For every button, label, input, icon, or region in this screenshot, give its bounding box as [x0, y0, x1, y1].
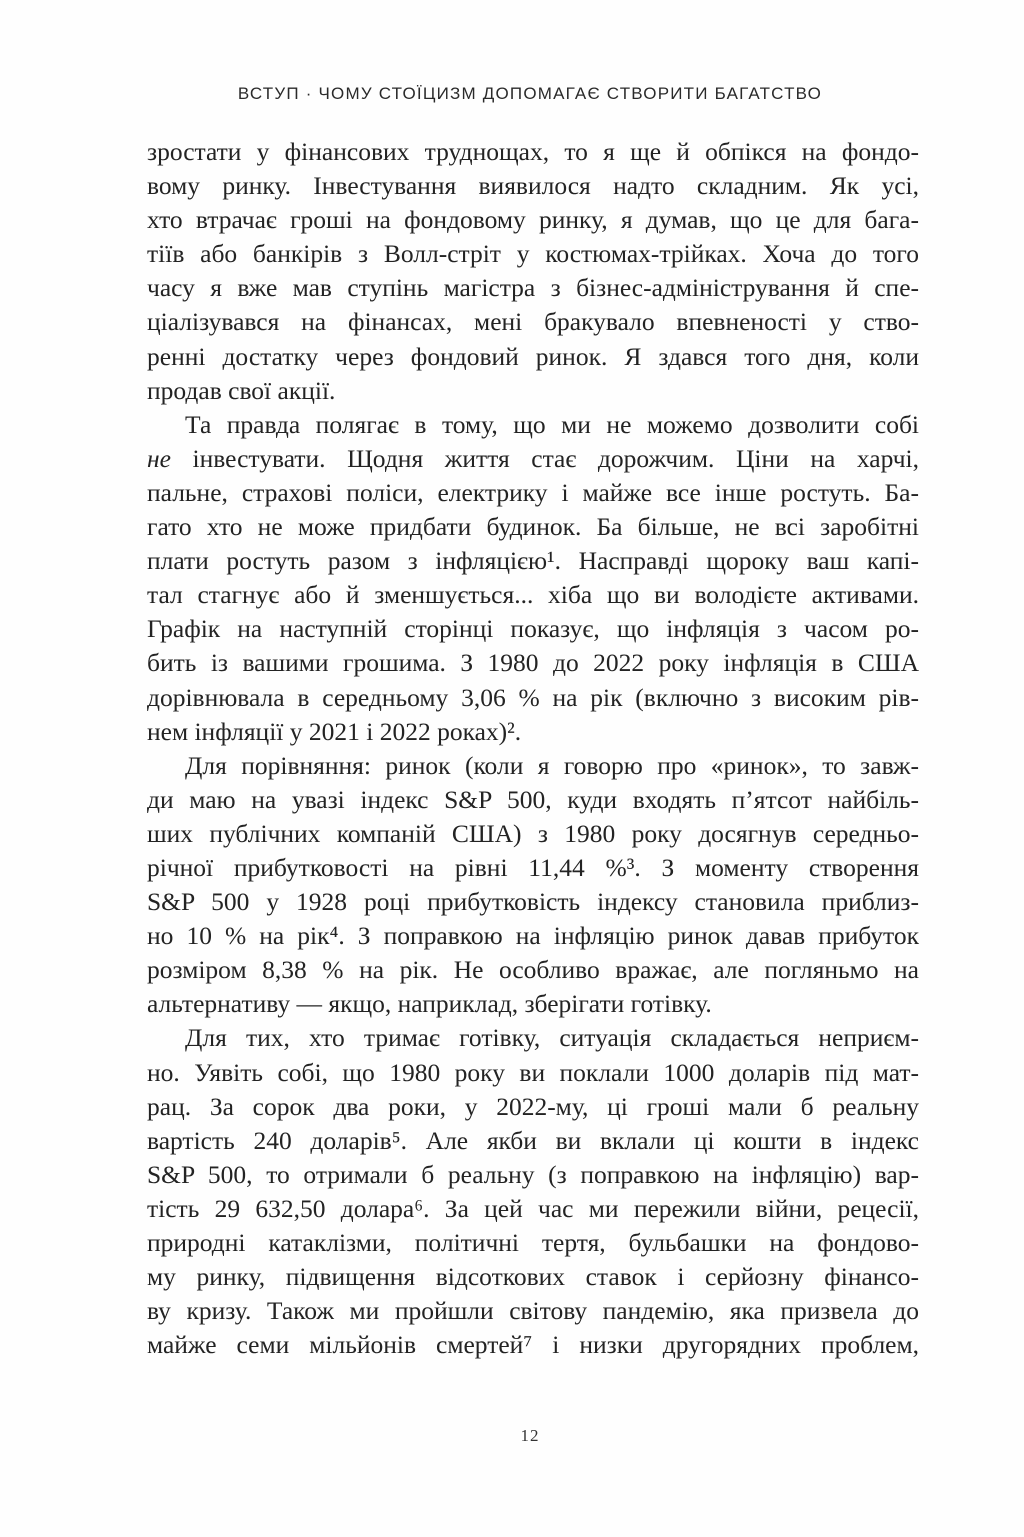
text-line: тіїв або банкірів з Волл-стріт у костюмах-трійках. Хоча до того [147, 239, 919, 269]
emphasis: не [147, 443, 171, 473]
text-line: S&P 500 у 1928 році прибутковість індексу становила приблиз- [147, 887, 919, 917]
text-line: альтернативу — якщо, наприклад, зберігати готівку. [147, 989, 712, 1019]
text-line: хто втрачає гроші на фондовому ринку, я думав, що це для бага- [147, 205, 919, 235]
text-line: часу я вже мав ступінь магістра з бізнес-адміністрування й спе- [147, 273, 919, 303]
text-line: майже семи мільйонів смертей⁷ і низки другорядних проблем, [147, 1330, 919, 1360]
text-line: розміром 8,38 % на рік. Не особливо вражає, але погляньмо на [147, 955, 919, 985]
text-line: но 10 % на рік⁴. З поправкою на інфляцію ринок давав прибуток [147, 921, 919, 951]
text-line: річної прибутковості на рівні 11,44 %³. З моменту створення [147, 852, 919, 882]
text-line: продав свої акції. [147, 375, 336, 405]
paragraph [147, 749, 919, 1022]
text-line: ренні достатку через фондовий ринок. Я здався того дня, коли [147, 341, 919, 371]
text-line: Для порівняння: ринок (коли я говорю про «ринок», то завж- [185, 750, 919, 780]
text-line: природні катаклізми, політичні тертя, бульбашки на фондово- [147, 1228, 919, 1257]
paragraph [147, 1021, 919, 1362]
text-line-rest: інвестувати. Щодня життя стає дорожчим. Ціни на харчі, [170, 443, 919, 473]
text-line: но. Уявіть собі, що 1980 року ви поклали 1000 доларів під мат- [147, 1057, 919, 1087]
text-line: ди маю на увазі індекс S&P 500, куди входять п’ятсот найбіль- [147, 784, 919, 814]
text-line: ціалізувався на фінансах, мені бракувало впевненості у ство- [147, 307, 919, 337]
text-line: ву кризу. Також ми пройшли світову пандемію, яка призвела до [147, 1296, 919, 1326]
text-line: бить із вашими грошима. З 1980 до 2022 року інфляція в США [147, 648, 919, 678]
text-line: S&P 500, то отримали б реальну (з поправкою на інфляцію) вар- [147, 1159, 919, 1189]
text-line: рац. За сорок два роки, у 2022-му, ці гроші мали б реальну [147, 1091, 919, 1121]
text-line: Графік на наступній сторінці показує, що інфляція з часом ро- [147, 614, 919, 644]
text-line: тал стагнує або й зменшується... хіба що ви володієте активами. [147, 580, 919, 610]
text-line: плати ростуть разом з інфляцією¹. Насправді щороку ваш капі- [147, 546, 919, 576]
page-number: 12 [520, 1426, 540, 1445]
text-line: Для тих, хто тримає готівку, ситуація складається неприєм- [185, 1023, 919, 1053]
text-line: дорівнювала в середньому 3,06 % на рік (включно з високим рів- [147, 682, 919, 712]
running-head: ВСТУП · ЧОМУ СТОЇЦИЗМ ДОПОМАГАЄ СТВОРИТИ БАГАТСТВО [237, 84, 823, 103]
text-line: ших публічних компаній США) з 1980 року досягнув середньо- [147, 818, 919, 848]
text-line: пальне, страхові поліси, електрику і майже все інше ростуть. Ба- [147, 477, 919, 507]
paragraph [147, 135, 919, 408]
text-line [147, 442, 919, 476]
paragraph [147, 408, 919, 749]
body-text [147, 135, 919, 1362]
text-line: Та правда полягає в тому, що ми не можемо дозволити собі [185, 409, 919, 439]
text-line: вому ринку. Інвестування виявилося надто складним. Як усі, [147, 171, 919, 201]
text-line: нем інфляції у 2021 і 2022 роках)². [147, 716, 522, 746]
text-line: зростати у фінансових труднощах, то я ще й обпікся на фондо- [147, 137, 919, 166]
text-line: гато хто не може придбати будинок. Ба більше, не всі заробітні [147, 512, 919, 542]
text-line: вартість 240 доларів⁵. Але якби ви вклали ці кошти в індекс [147, 1125, 919, 1155]
text-line: му ринку, підвищення відсоткових ставок і серйозну фінансо- [147, 1262, 919, 1292]
text-line: тість 29 632,50 долара⁶. За цей час ми пережили війни, рецесії, [147, 1193, 919, 1223]
